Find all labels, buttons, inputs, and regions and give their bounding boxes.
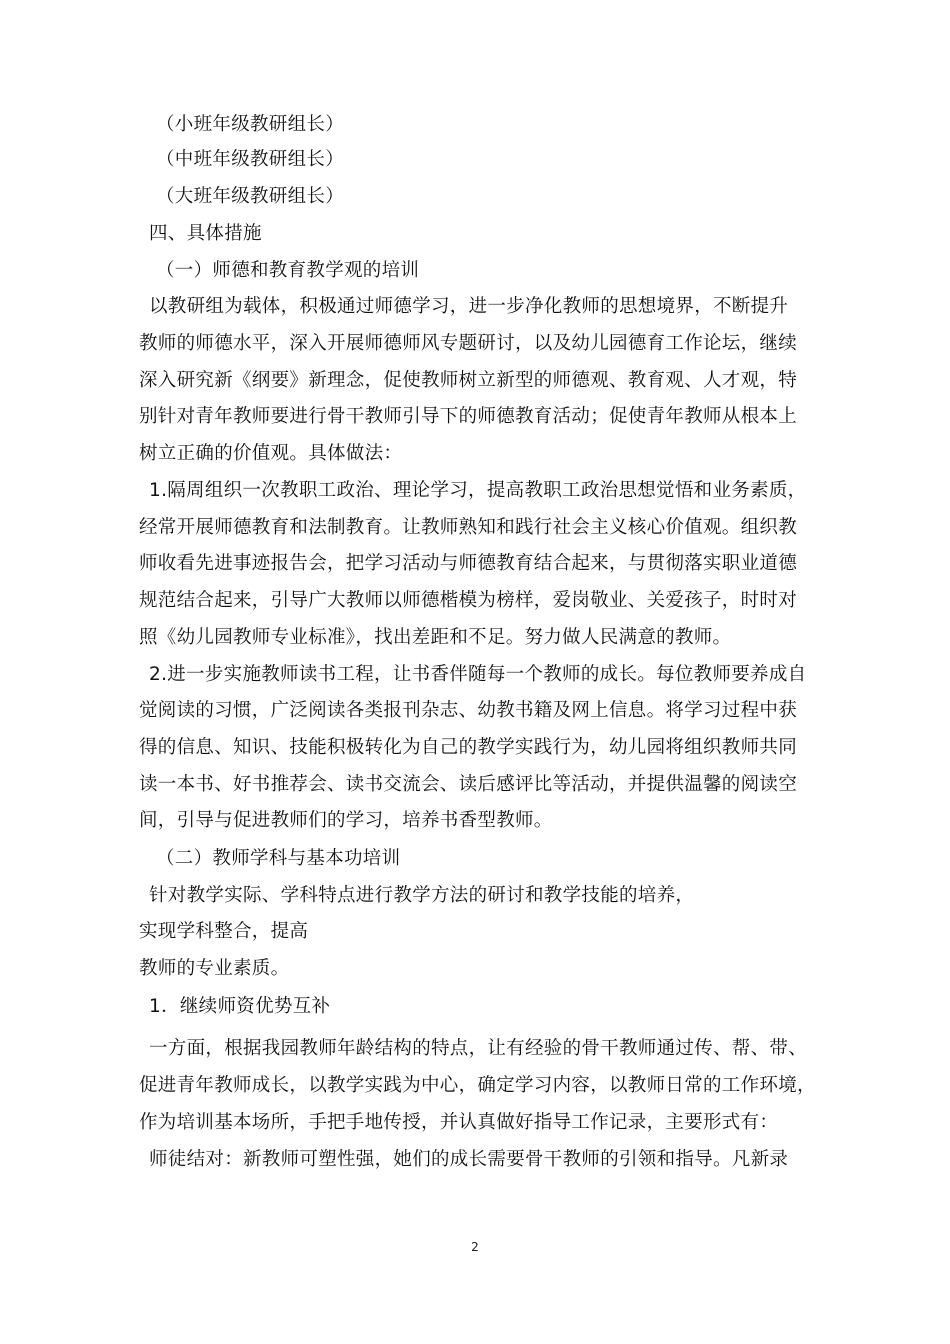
paragraph-line: 教师的专业素质。 [139,958,290,979]
paragraph-line: 一方面，根据我园教师年龄结构的特点，让有经验的骨干教师通过传、帮、带、 [149,1038,808,1059]
paragraph-line: 实现学科整合，提高 [139,921,309,942]
page-number: 2 [471,1240,479,1254]
paragraph-line: 深入研究新《纲要》新理念，促使教师树立新型的师德观、教育观、人才观，特 [139,370,798,391]
paragraph-line: 师徒结对：新教师可塑性强，她们的成长需要骨干教师的引领和指导。凡新录 [149,1149,789,1170]
paragraph-line: 2.进一步实施教师读书工程，让书香伴随每一个教师的成长。每位教师要养成自 [149,664,807,685]
paragraph-line: 促进青年教师成长，以教学实践为中心，确定学习内容，以教师日常的工作环境， [139,1075,816,1096]
role-line-large-class: （大班年级教研组长） [156,186,345,207]
paragraph-line: 规范结合起来，引导广大教师以师德楷模为榜样，爱岗敬业、关爱孩子，时时对 [139,590,798,611]
paragraph-line: 针对教学实际、学科特点进行教学方法的研讨和教学技能的培养， [149,885,695,906]
paragraph-line: 得的信息、知识、技能积极转化为自己的教学实践行为，幼儿园将组织教师共同 [139,737,798,758]
paragraph-line: 别针对青年教师要进行骨干教师引导下的师德教育活动；促使青年教师从根本上 [139,406,798,427]
paragraph-line: 照《幼儿园教师专业标准》，找出差距和不足。努力做人民满意的教师。 [139,627,732,648]
paragraph-line: 读一本书、好书推荐会、读书交流会、读后感评比等活动，并提供温馨的阅读空 [139,774,798,795]
paragraph-line: 觉阅读的习惯，广泛阅读各类报刊杂志、幼教书籍及网上信息。将学习过程中获 [139,700,798,721]
role-line-middle-class: （中班年级教研组长） [156,149,345,170]
section-heading-measures: 四、具体措施 [149,223,262,244]
subsection-heading-skills: （二）教师学科与基本功培训 [156,848,401,869]
paragraph-line: 教师的师德水平，深入开展师德师风专题研讨，以及幼儿园德育工作论坛，继续 [139,333,798,354]
paragraph-line: 1.隔周组织一次教职工政治、理论学习，提高教职工政治思想觉悟和业务素质， [149,480,807,501]
paragraph-line: 经常开展师德教育和法制教育。让教师熟知和践行社会主义核心价值观。组织教 [139,517,798,538]
paragraph-line: 作为培训基本场所，手把手地传授，并认真做好指导工作记录，主要形式有： [139,1112,779,1133]
paragraph-line: 间，引导与促进教师们的学习，培养书香型教师。 [139,810,553,831]
paragraph-line: 师收看先进事迹报告会，把学习活动与师德教育结合起来，与贯彻落实职业道德 [139,553,798,574]
paragraph-line: 树立正确的价值观。具体做法： [139,443,403,464]
subsection-heading-ethics: （一）师德和教育教学观的培训 [156,260,420,281]
role-line-small-class: （小班年级教研组长） [156,114,345,135]
paragraph-line: 以教研组为载体，积极通过师德学习，进一步净化教师的思想境界，不断提升 [149,296,789,317]
numbered-heading: 1．继续师资优势互补 [149,996,331,1017]
